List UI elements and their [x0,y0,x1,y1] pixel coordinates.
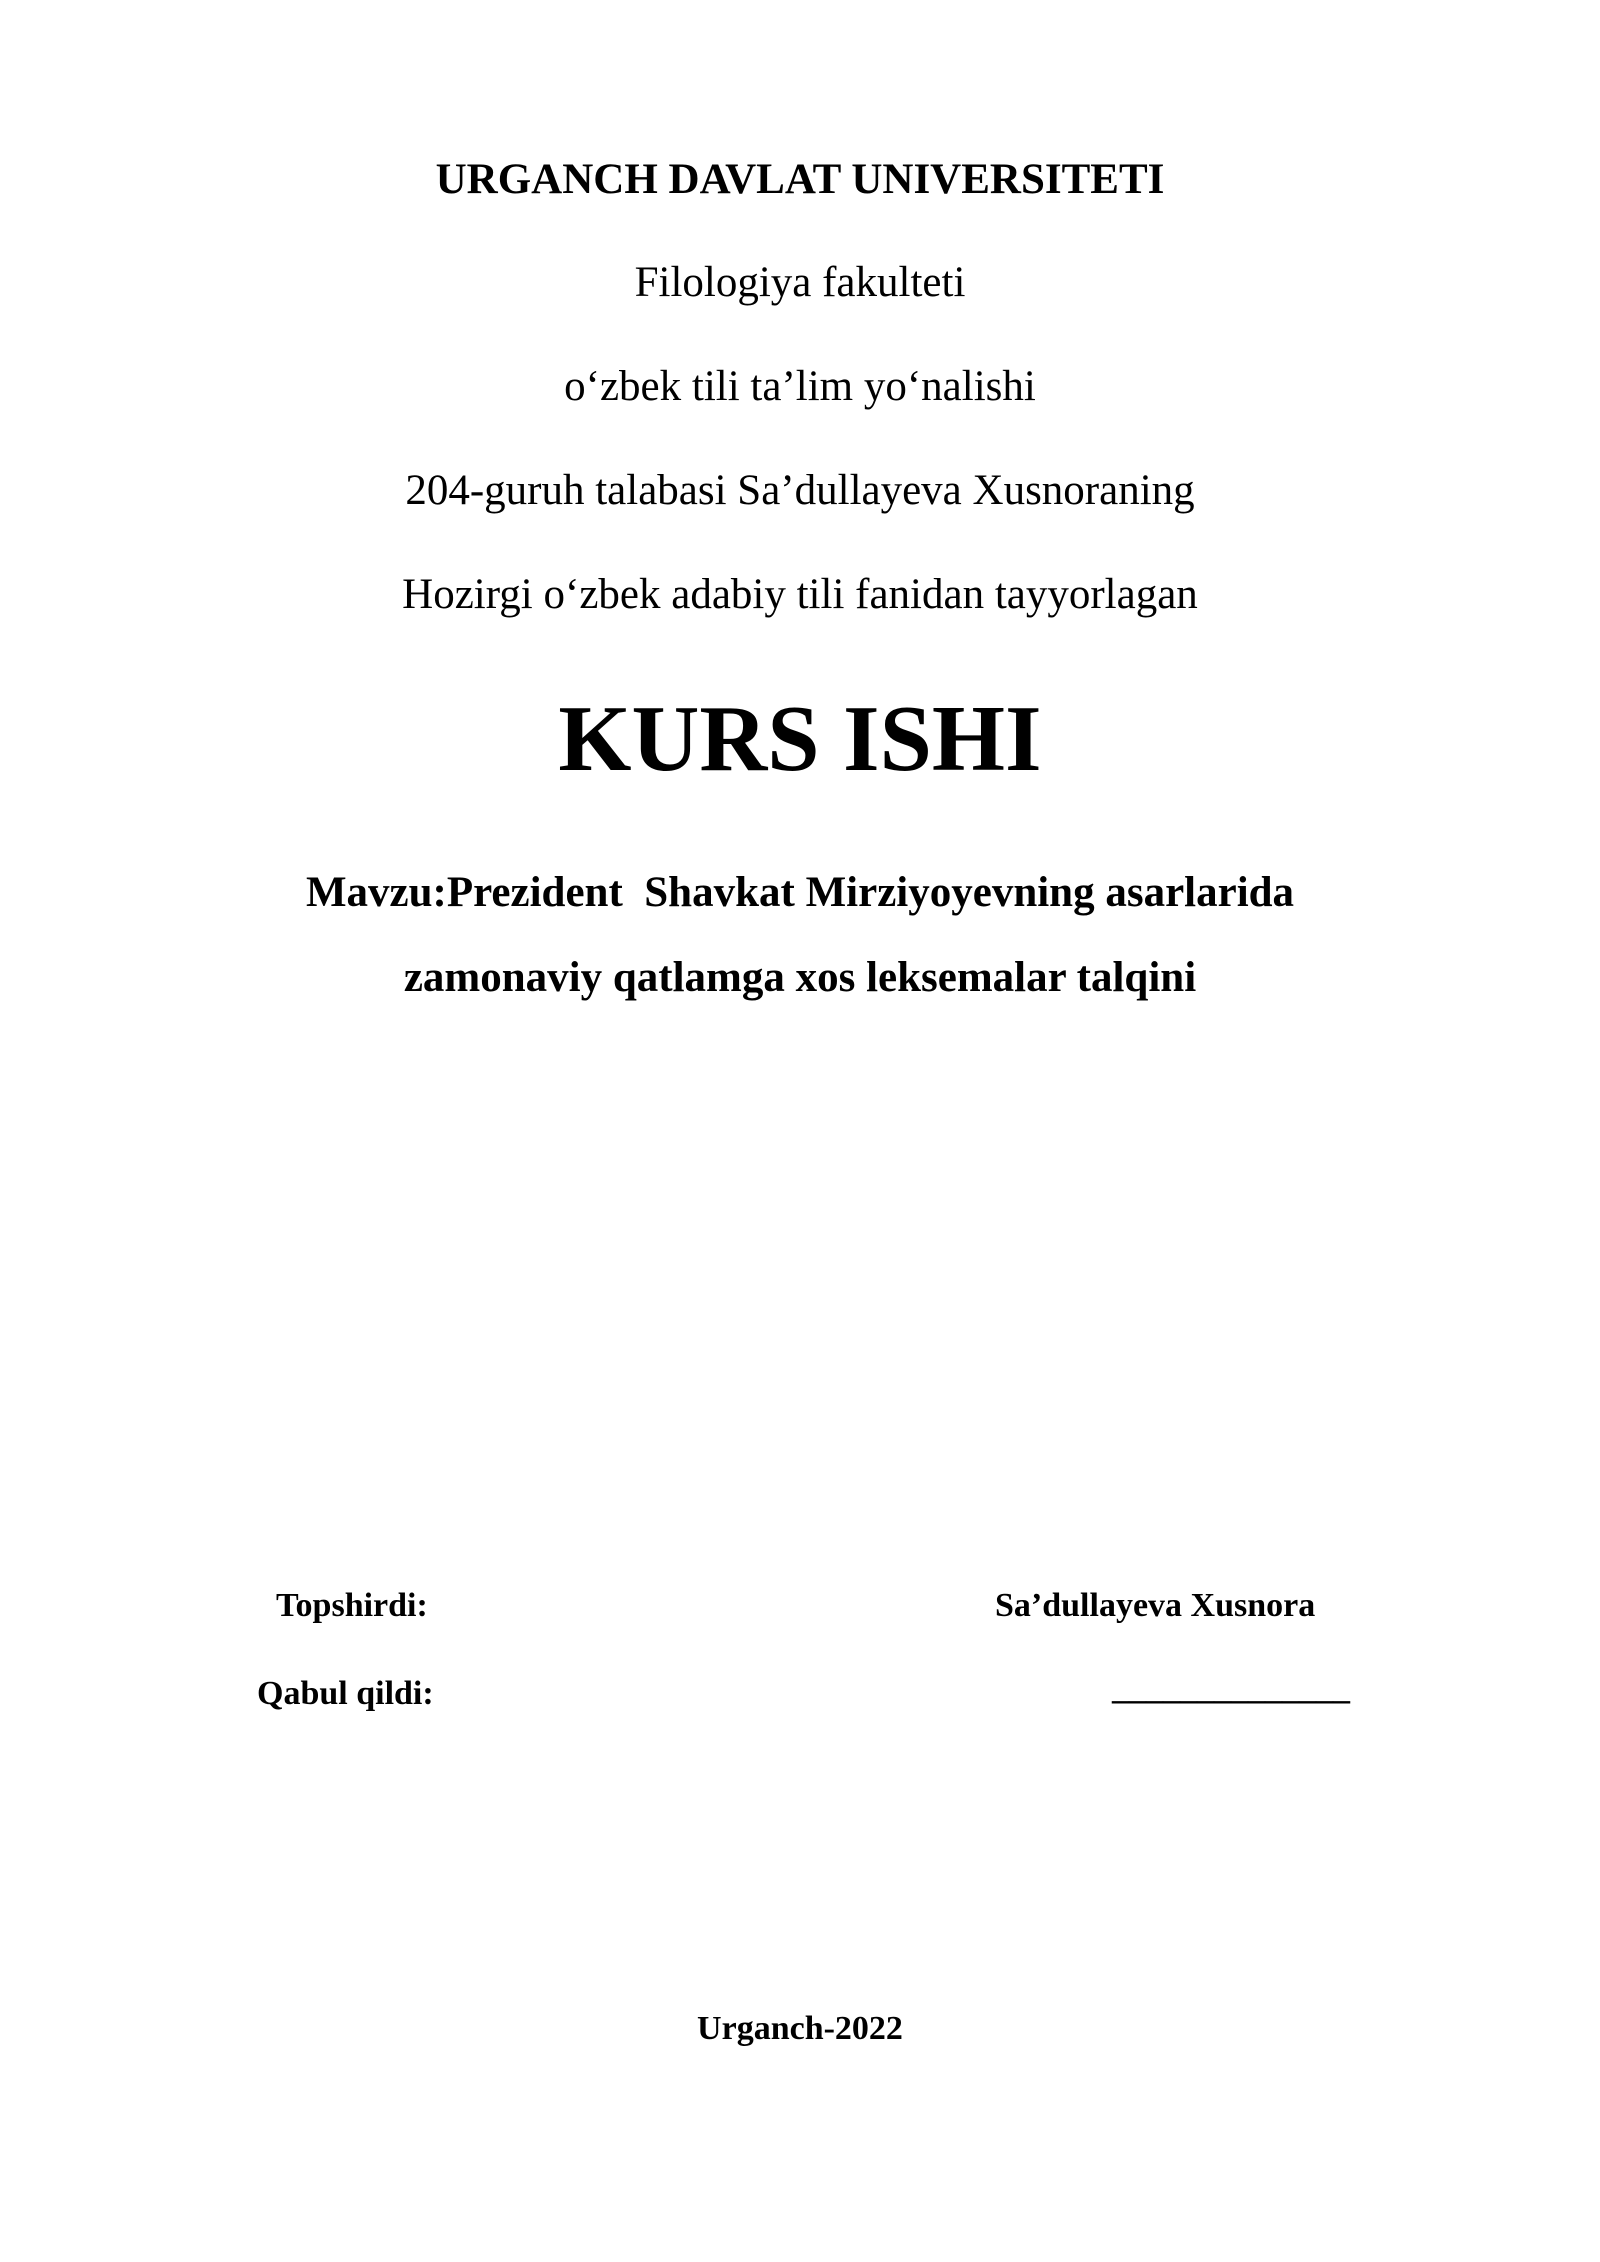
submitted-by-name: Sa’dullayeva Xusnora [995,1587,1316,1624]
accepted-label: Qabul qildi: [257,1675,434,1712]
topic-line-2: zamonaviy qatlamga xos leksemalar talqini [403,954,1197,1001]
university-name: URGANCH DAVLAT UNIVERSITETI [435,156,1165,203]
document-title: KURS ISHI [558,687,1042,791]
city-year: Urganch-2022 [697,2010,903,2047]
accepted-by-blank-line: ______________ [1112,1670,1350,1707]
topic-line-1: Mavzu:Prezident Shavkat Mirziyoyevning asarlarida [305,869,1295,916]
submitted-label: Topshirdi: [276,1587,428,1624]
subject-line: Hozirgi o‘zbek adabiy tili fanidan tayyorlagan [402,571,1198,618]
faculty-name: Filologiya fakulteti [634,259,966,306]
student-group-line: 204-guruh talabasi Sa’dullayeva Xusnoraning [405,467,1195,514]
study-direction: o‘zbek tili ta’lim yo‘nalishi [564,363,1036,410]
